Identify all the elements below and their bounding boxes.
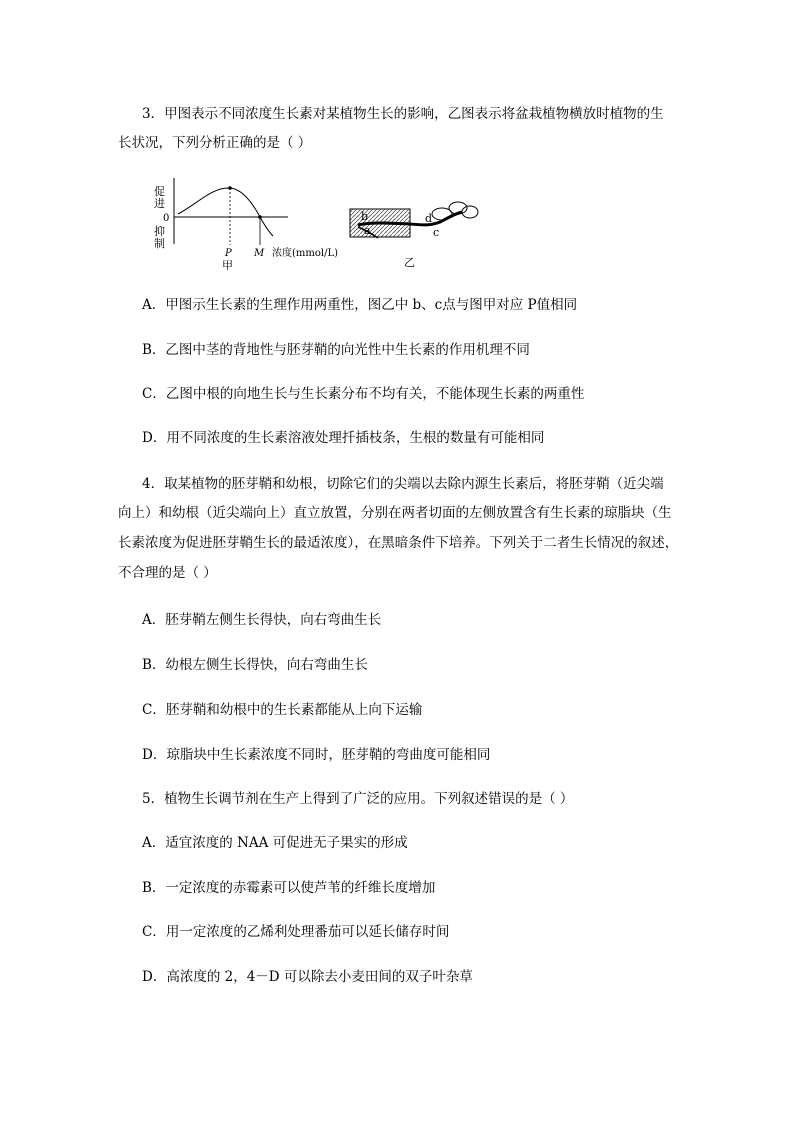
q5-stem-line1: 5．植物生长调节剂在生产上得到了广泛的应用。下列叙述错误的是（ ） [142, 791, 574, 807]
y-label-bottom-2: 制 [154, 237, 165, 250]
q4-option-c: C．胚芽鞘和幼根中的生长素都能从上向下运输 [142, 702, 423, 718]
pt-c: c [433, 226, 440, 239]
q3-option-b: B．乙图中茎的背地性与胚芽鞘的向光性中生长素的作用机理不同 [142, 342, 530, 358]
q3-option-a: A．甲图示生长素的生理作用两重性，图乙中 b、c点与图甲对应 P值相同 [142, 297, 578, 313]
q5-option-d: D．高浓度的 2，4－D 可以除去小麦田间的双子叶杂草 [142, 969, 473, 985]
q4-stem-line4: 不合理的是（ ） [118, 565, 217, 581]
q4-option-b: B．幼根左侧生长得快，向右弯曲生长 [142, 657, 368, 673]
q4-stem-line3: 长素浓度为促进胚芽鞘生长的最适浓度），在黑暗条件下培养。下列关于二者生长情况的叙述， [118, 535, 679, 551]
pt-b: b [361, 210, 369, 223]
q4-option-a: A．胚芽鞘左侧生长得快，向右弯曲生长 [142, 612, 382, 628]
q4-stem-line1: 4．取某植物的胚芽鞘和幼根，切除它们的尖端以去除内源生长素后，将胚芽鞘（近尖端 [142, 476, 664, 492]
q3-option-d: D．用不同浓度的生长素溶液处理扦插枝条，生根的数量有可能相同 [142, 430, 545, 446]
graph-yi [350, 202, 478, 269]
q3-figure [152, 178, 492, 274]
y-label-top-2: 进 [154, 197, 165, 210]
q5-option-b: B．一定浓度的赤霉素可以使芦苇的纤维长度增加 [142, 880, 436, 896]
caption-yi: 乙 [404, 256, 415, 269]
q3-figure-svg [152, 178, 492, 270]
q3-stem-line2: 长状况，下列分析正确的是（ ） [118, 135, 312, 151]
growth-curve [178, 188, 273, 236]
q4-stem-line2: 向上）和幼根（近尖端向上）直立放置，分别在两者切面的左侧放置含有生长素的琼脂块（生 [118, 505, 672, 521]
pt-d: d [425, 212, 433, 225]
caption-jia: 甲 [222, 259, 233, 270]
q3-option-c: C．乙图中根的向地生长与生长素分布不均有关，不能体现生长素的两重性 [142, 386, 585, 402]
q3-stem-line1: 3．甲图表示不同浓度生长素对某植物生长的影响，乙图表示将盆栽植物横放时植物的生 [142, 106, 664, 122]
y-zero: 0 [163, 213, 170, 224]
q4-option-d: D．琼脂块中生长素浓度不同时，胚芽鞘的弯曲度可能相同 [142, 747, 491, 763]
q5-option-c: C．用一定浓度的乙烯利处理番茄可以延长储存时间 [142, 924, 450, 940]
x-tick-p: P [225, 248, 232, 259]
x-axis-label: 浓度(mmol/L) [272, 248, 338, 259]
x-tick-m: M [254, 248, 265, 259]
pt-a: a [364, 224, 371, 237]
y-label-bottom-1: 抑 [154, 225, 165, 238]
y-label-top-1: 促 [154, 185, 165, 198]
graph-jia [154, 178, 338, 270]
q5-option-a: A．适宜浓度的 NAA 可促进无子果实的形成 [142, 835, 408, 851]
